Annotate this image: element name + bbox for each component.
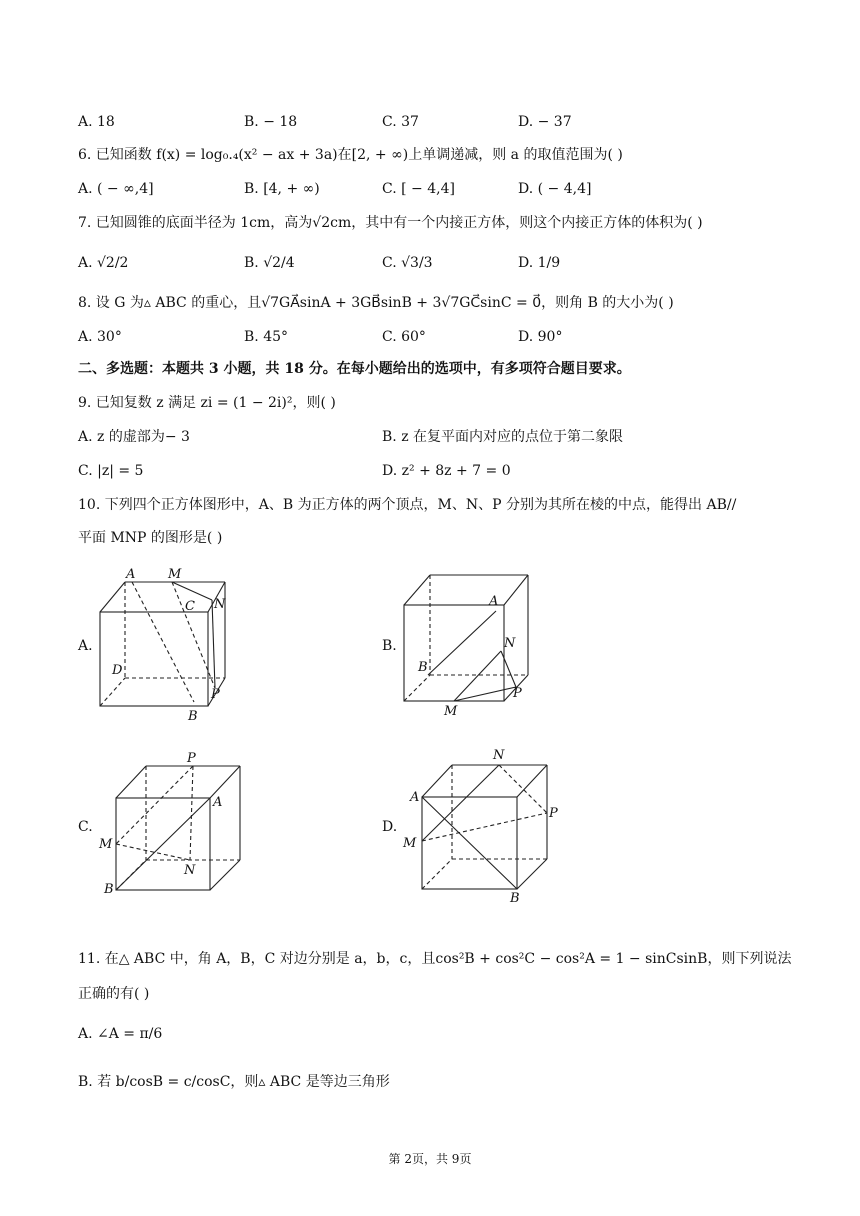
q11-stem-line2: 正确的有( ) bbox=[78, 986, 150, 1002]
fig-b-label-n: N bbox=[504, 636, 516, 651]
q9-option-d: D. z² + 8z + 7 = 0 bbox=[382, 463, 511, 479]
fig-a-label-m: M bbox=[168, 567, 182, 582]
fig-a-label-p: P bbox=[211, 687, 220, 702]
q5-option-d: D. − 37 bbox=[518, 114, 572, 130]
fig-d-label-a: A bbox=[410, 790, 420, 805]
q5-option-b: B. − 18 bbox=[244, 114, 298, 130]
q11-option-b: B. 若 b/cosB = c/cosC，则▵ ABC 是等边三角形 bbox=[78, 1074, 390, 1090]
fig-c-label-b: B bbox=[104, 882, 114, 897]
fig-a-label-c: C bbox=[185, 599, 195, 614]
q10-stem-line1: 10. 下列四个正方体图形中，A、B 为正方体的两个顶点，M、N、P 分别为其所在棱的中点，能得出 AB// bbox=[78, 497, 737, 513]
figure-d-label: D. bbox=[382, 819, 398, 835]
figure-c-label: C. bbox=[78, 819, 93, 835]
section-heading: 二、多选题：本题共 3 小题，共 18 分。在每小题给出的选项中，有多项符合题目要求。 bbox=[78, 361, 631, 377]
q8-option-d: D. 90° bbox=[518, 329, 563, 345]
fig-c-label-p: P bbox=[187, 751, 196, 766]
fig-c-label-a: A bbox=[213, 795, 223, 810]
fig-d-label-n: N bbox=[493, 748, 505, 763]
fig-b-label-a: A bbox=[489, 594, 499, 609]
fig-d-label-b: B bbox=[510, 891, 520, 905]
q7-option-c: C. √3/3 bbox=[382, 255, 433, 271]
fig-a-label-a: A bbox=[126, 567, 136, 582]
q5-option-c: C. 37 bbox=[382, 114, 419, 130]
q5-option-a: A. 18 bbox=[78, 114, 115, 130]
fig-c-label-m: M bbox=[99, 837, 113, 852]
q8-option-c: C. 60° bbox=[382, 329, 426, 345]
q8-option-a: A. 30° bbox=[78, 329, 122, 345]
q10-stem-line2: 平面 MNP 的图形是( ) bbox=[78, 530, 223, 546]
q9-option-a: A. z 的虚部为− 3 bbox=[78, 429, 190, 445]
cube-figure-b bbox=[398, 565, 548, 725]
fig-a-label-b: B bbox=[188, 709, 198, 724]
q6-stem: 6. 已知函数 f(x) = log₀.₄(x² − ax + 3a)在[2, + ∞)上单调递减，则 a 的取值范围为( ) bbox=[78, 147, 623, 163]
q11-option-a: A. ∠A = π/6 bbox=[78, 1026, 163, 1042]
fig-c-label-n: N bbox=[184, 863, 196, 878]
fig-d-label-p: P bbox=[549, 806, 558, 821]
q7-option-b: B. √2/4 bbox=[244, 255, 295, 271]
figure-b-label: B. bbox=[382, 638, 397, 654]
fig-d-label-m: M bbox=[403, 836, 417, 851]
cube-figure-d bbox=[402, 745, 572, 905]
page-footer: 第 2页，共 9页 bbox=[388, 1152, 472, 1166]
q11-stem-line1: 11. 在△ ABC 中，角 A，B，C 对边分别是 a，b，c，且cos²B + cos²C − cos²A = 1 − sinCsinB，则下列说法 bbox=[78, 951, 792, 967]
fig-a-label-n: N bbox=[214, 597, 226, 612]
fig-b-label-b: B bbox=[418, 660, 428, 675]
q9-option-b: B. z 在复平面内对应的点位于第二象限 bbox=[382, 429, 624, 445]
q6-option-b: B. [4, + ∞) bbox=[244, 181, 320, 197]
q8-stem: 8. 设 G 为▵ ABC 的重心，且√7GA⃗sinA + 3GB⃗sinB + 3√7GC⃗sinC = 0⃗，则角 B 的大小为( ) bbox=[78, 295, 674, 311]
q6-option-a: A. ( − ∞,4] bbox=[78, 181, 154, 197]
q8-option-b: B. 45° bbox=[244, 329, 289, 345]
figure-a-label: A. bbox=[78, 638, 93, 654]
q7-stem: 7. 已知圆锥的底面半径为 1cm，高为√2cm，其中有一个内接正方体，则这个内接正方体的体积为( ) bbox=[78, 215, 703, 231]
cube-figure-a bbox=[90, 560, 240, 730]
q6-option-c: C. [ − 4,4] bbox=[382, 181, 455, 197]
cube-figure-c bbox=[98, 748, 258, 898]
q7-option-a: A. √2/2 bbox=[78, 255, 129, 271]
q9-option-c: C. |z| = 5 bbox=[78, 463, 144, 479]
q6-option-d: D. ( − 4,4] bbox=[518, 181, 592, 197]
fig-b-label-m: M bbox=[444, 704, 458, 719]
fig-b-label-p: P bbox=[513, 686, 522, 701]
q9-stem: 9. 已知复数 z 满足 zi = (1 − 2i)²，则( ) bbox=[78, 395, 336, 411]
q7-option-d: D. 1/9 bbox=[518, 255, 561, 271]
fig-a-label-d: D bbox=[112, 663, 123, 678]
